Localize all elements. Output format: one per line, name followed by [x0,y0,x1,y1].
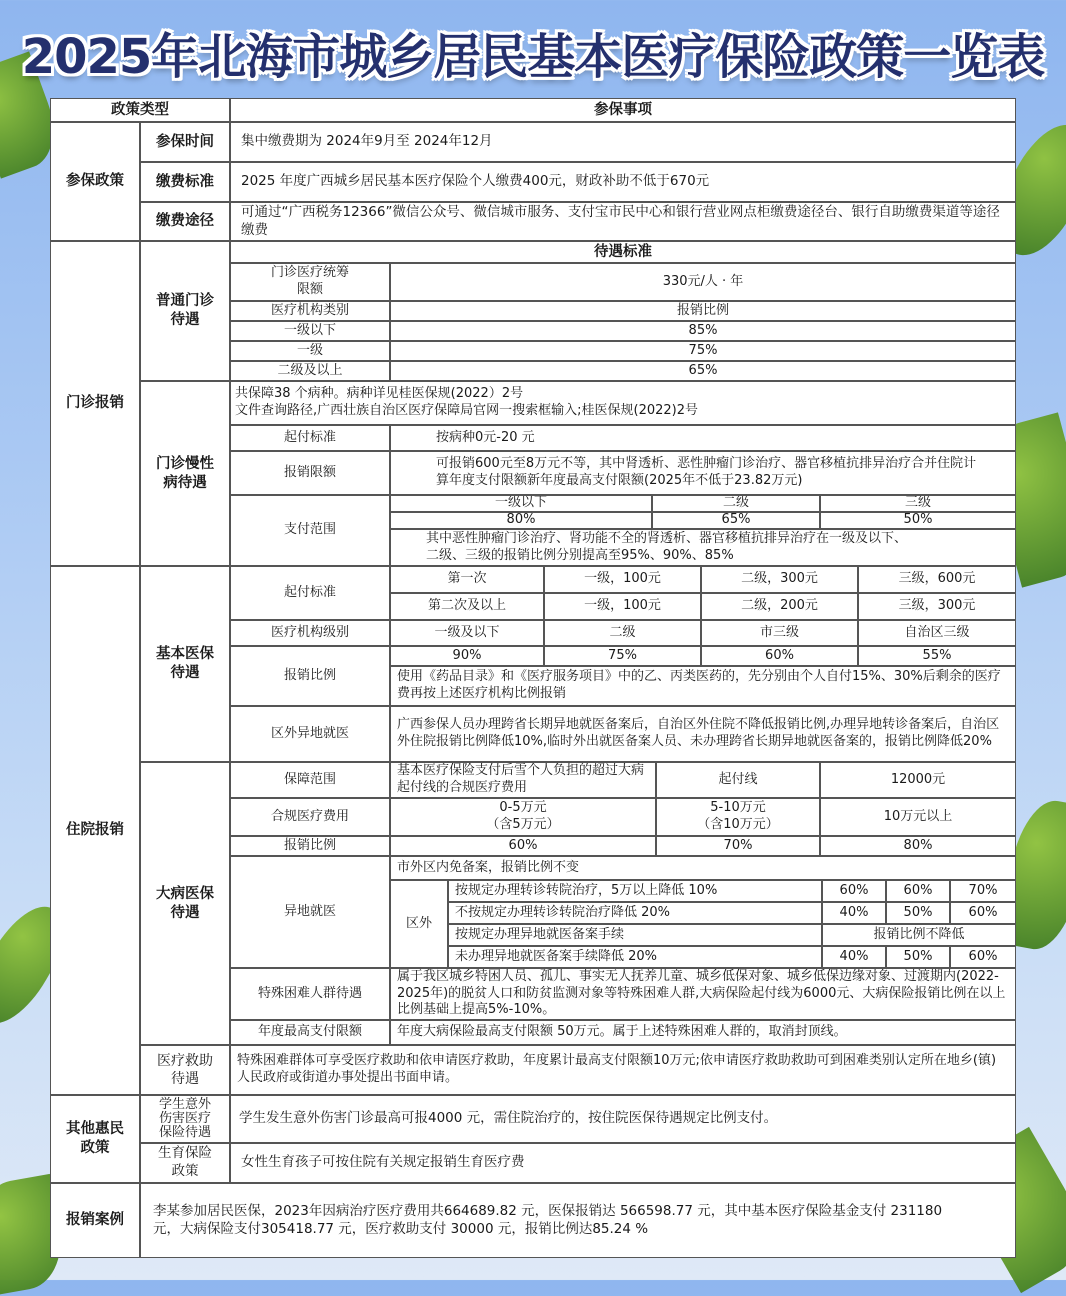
cost-label: 合规医疗费用 [230,798,390,836]
basic-remote-label: 区外异地就医 [230,706,390,762]
basic-ratio-2: 75% [544,646,701,666]
special-label: 特殊困难人群待遇 [230,968,390,1020]
first-level-1: 一级，100元 [544,566,701,593]
chronic-ratio-1: 80% [390,512,652,529]
header-items: 参保事项 [230,98,1016,122]
basic-ratio-3: 60% [701,646,858,666]
inst-level-1: 一级及以下 [390,620,544,646]
chronic-limit-label: 报销限额 [230,451,390,495]
second-level-3: 三级，300元 [858,593,1016,620]
inst-level-label: 医疗机构级别 [230,620,390,646]
chronic-scope-note: 其中恶性肿瘤门诊治疗、肾功能不全的肾透析、器官移植抗排异治疗在一级及以下、二级、三级的报销比例分别提高至95%、90%、85% [390,529,1016,566]
enroll-standard-value: 2025 年度广西城乡居民基本医疗保险个人缴费400元，财政补助不低于670元 [230,162,1016,202]
basic-remote-value: 广西参保人员办理跨省长期异地就医备案后，自治区外住院不降低报销比例,办理异地转诊备案后，自治区外住院报销比例降低10%,临时外出就医备案人员、未办理跨省长期异地就医备案的，报销比例降低20% [390,706,1016,762]
pool-limit-value: 330元/人 · 年 [390,263,1016,301]
page-title: 2025年北海市城乡居民基本医疗保险政策一览表 [21,29,1045,85]
max-value: 年度大病保险最高支付限额 50万元。属于上述特殊困难人群的，取消封顶线。 [390,1020,1016,1045]
outside-row-4: 未办理异地就医备案手续降低 20% [448,946,822,968]
critical-ratio-label: 报销比例 [230,836,390,856]
chronic-scope-label: 支付范围 [230,495,390,566]
second-visit: 第二次及以上 [390,593,544,620]
second-level-1: 一级，100元 [544,593,701,620]
remote-in-city: 市外区内免备案，报销比例不变 [390,856,1016,880]
basic-deductible-label: 起付标准 [230,566,390,620]
maternity-value: 女性生育孩子可按住院有关规定报销生育医疗费 [230,1143,1016,1183]
pool-limit-label: 门诊医疗统筹 限额 [230,263,390,301]
cost-band-3: 10万元以上 [820,798,1016,836]
cost-band-1: 0-5万元 （含5万元） [390,798,656,836]
general-level-3: 二级及以上 [230,361,390,381]
outside-row-4-v2: 50% [886,946,950,968]
chronic-ratio-3: 50% [820,512,1016,529]
maternity-label: 生育保险 政策 [140,1143,230,1183]
outside-row-1: 按规定办理转诊转院治疗，5万以上降低 10% [448,880,822,902]
critical-ratio-3: 80% [820,836,1016,856]
basic-insurance-label: 基本医保 待遇 [140,566,230,762]
section-other: 其他惠民 政策 [50,1095,140,1183]
outside-row-3-merged: 报销比例不降低 [822,924,1016,946]
enroll-channel-label: 缴费途径 [140,202,230,241]
chronic-level-1: 一级以下 [390,495,652,512]
threshold-value: 12000元 [820,762,1016,798]
enroll-time-label: 参保时间 [140,122,230,162]
cost-band-2: 5-10万元 （含10万元） [656,798,820,836]
coverage-label: 保障范围 [230,762,390,798]
ratio-header: 报销比例 [390,301,1016,321]
chronic-level-3: 三级 [820,495,1016,512]
case-value: 李某参加居民医保，2023年因病治疗医疗费用共664689.82 元，医保报销达 566598.77 元，其中基本医疗保险基金支付 231180 元，大病保险支付305418.77 元，医疗救助支付 30000 元，报销比例达85.24 % [140,1183,1016,1258]
case-label: 报销案例 [50,1183,140,1258]
max-label: 年度最高支付限额 [230,1020,390,1045]
medical-aid-label: 医疗救助 待遇 [140,1045,230,1095]
chronic-ratio-2: 65% [652,512,820,529]
outside-row-2-v1: 40% [822,902,886,924]
special-value: 属于我区城乡特困人员、孤儿、事实无人抚养儿童、城乡低保对象、城乡低保边缘对象、过渡期内(2022-2025年)的脱贫人口和防贫监测对象等特殊困难人群,大病保险起付线为6000元、大病保险报销比例在以上比例基础上提高5%-10%。 [390,968,1016,1020]
critical-illness-label: 大病医保 待遇 [140,762,230,1045]
inst-level-3: 市三级 [701,620,858,646]
chronic-limit-value: 可报销600元至8万元不等，其中肾透析、恶性肿瘤门诊治疗、器官移植抗排异治疗合并住院计算年度支付限额新年度最高支付限额(2025年不低于23.82万元) [390,451,1016,495]
inst-level-4: 自治区三级 [858,620,1016,646]
outside-row-4-v3: 60% [950,946,1016,968]
benefit-header: 待遇标准 [230,241,1016,263]
enroll-channel-value: 可通过“广西税务12366”微信公众号、微信城市服务、支付宝市民中心和银行营业网点柜缴费途径台、银行自助缴费渠道等途径缴费 [230,202,1016,241]
policy-table [50,98,1016,1258]
general-ratio-3: 65% [390,361,1016,381]
basic-ratio-label: 报销比例 [230,646,390,706]
basic-ratio-4: 55% [858,646,1016,666]
critical-ratio-1: 60% [390,836,656,856]
general-level-2: 一级 [230,341,390,361]
section-enrollment: 参保政策 [50,122,140,241]
chronic-deductible-value: 按病种0元-20 元 [390,425,1016,451]
general-level-1: 一级以下 [230,321,390,341]
medical-aid-value: 特殊困难群体可享受医疗救助和依申请医疗救助，年度累计最高支付限额10万元;依申请医疗救助救助可到困难类别认定所在地乡(镇)人民政府或街道办事处提出书面申请。 [230,1045,1016,1095]
header-policy-type: 政策类型 [50,98,230,122]
inst-level-2: 二级 [544,620,701,646]
coverage-value: 基本医疗保险支付后雪个人负担的超过大病起付线的合规医疗费用 [390,762,656,798]
inst-type-label: 医疗机构类别 [230,301,390,321]
first-visit: 第一次 [390,566,544,593]
enroll-standard-label: 缴费标准 [140,162,230,202]
basic-ratio-1: 90% [390,646,544,666]
basic-ratio-note: 使用《药品目录》和《医疗服务项目》中的乙、丙类医药的，先分别由个人自付15%、30%后剩余的医疗费再按上述医疗机构比例报销 [390,666,1016,706]
enroll-time-value: 集中缴费期为 2024年9月至 2024年12月 [230,122,1016,162]
outside-row-4-v1: 40% [822,946,886,968]
general-outpatient-label: 普通门诊 待遇 [140,241,230,381]
outside-row-2-v2: 50% [886,902,950,924]
general-ratio-1: 85% [390,321,1016,341]
first-level-3: 三级，600元 [858,566,1016,593]
critical-ratio-2: 70% [656,836,820,856]
threshold-label: 起付线 [656,762,820,798]
second-level-2: 二级，200元 [701,593,858,620]
first-level-2: 二级，300元 [701,566,858,593]
chronic-outpatient-label: 门诊慢性 病待遇 [140,381,230,566]
general-ratio-2: 75% [390,341,1016,361]
outside-label: 区外 [390,880,448,968]
chronic-note: 共保障38 个病种。病种详见桂医保规(2022）2号 文件查询路径,广西壮族自治区医疗保障局官网一搜索框输入;桂医保规(2022)2号 [230,381,1016,425]
outside-row-1-v3: 70% [950,880,1016,902]
student-value: 学生发生意外伤害门诊最高可报4000 元，需住院治疗的，按住院医保待遇规定比例支付。 [230,1095,1016,1143]
chronic-deductible-label: 起付标准 [230,425,390,451]
student-label: 学生意外 伤害医疗 保险待遇 [140,1095,230,1143]
section-outpatient: 门诊报销 [50,241,140,566]
critical-remote-label: 异地就医 [230,856,390,968]
chronic-level-2: 二级 [652,495,820,512]
outside-row-3: 按规定办理异地就医备案手续 [448,924,822,946]
outside-row-2: 不按规定办理转诊转院治疗降低 20% [448,902,822,924]
outside-row-1-v2: 60% [886,880,950,902]
section-inpatient: 住院报销 [50,566,140,1095]
outside-row-1-v1: 60% [822,880,886,902]
outside-row-2-v3: 60% [950,902,1016,924]
